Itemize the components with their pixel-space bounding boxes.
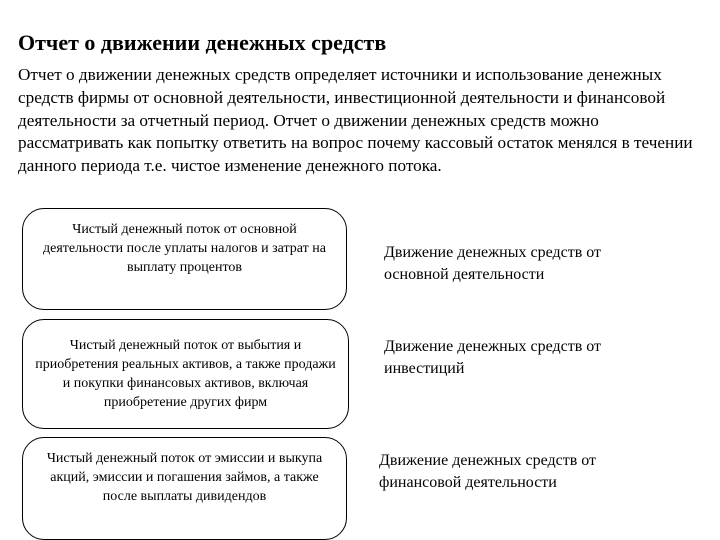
label-operating: Движение денежных средств от основной деятельности xyxy=(384,244,602,283)
intro-paragraph: Отчет о движении денежных средств определяет источники и использование денежных средств фирмы от основной деятельности, инвестиционной деятельности и финансовой деятельности за отчетный период. Отчет о движении денежных средств можно рассматривать как попытку ответить на вопрос почему кассовый остаток менялся в течении данного периода т.е. чистое изменение денежного потока. xyxy=(18,65,693,176)
cash-flow-box-financing xyxy=(22,437,347,540)
slide-title: Отчет о движении денежных средств xyxy=(18,30,387,55)
box-text-investing: Чистый денежный поток от выбытия и приобретения реальных активов, а также продажи и покупки финансовых активов, включая приобретение других фирм xyxy=(35,337,336,411)
label-investing: Движение денежных средств от инвестиций xyxy=(384,338,602,377)
box-text-financing: Чистый денежный поток от эмиссии и выкупа акций, эмиссии и погашения займов, а также после выплаты дивидендов xyxy=(46,451,323,505)
box-text-operating: Чистый денежный поток от основной деятельности после уплаты налогов и затрат на выплату процентов xyxy=(43,222,326,276)
label-financing: Движение денежных средств от финансовой деятельности xyxy=(379,452,597,491)
cash-flow-box-operating xyxy=(22,208,347,310)
cash-flow-box-investing xyxy=(22,319,349,429)
